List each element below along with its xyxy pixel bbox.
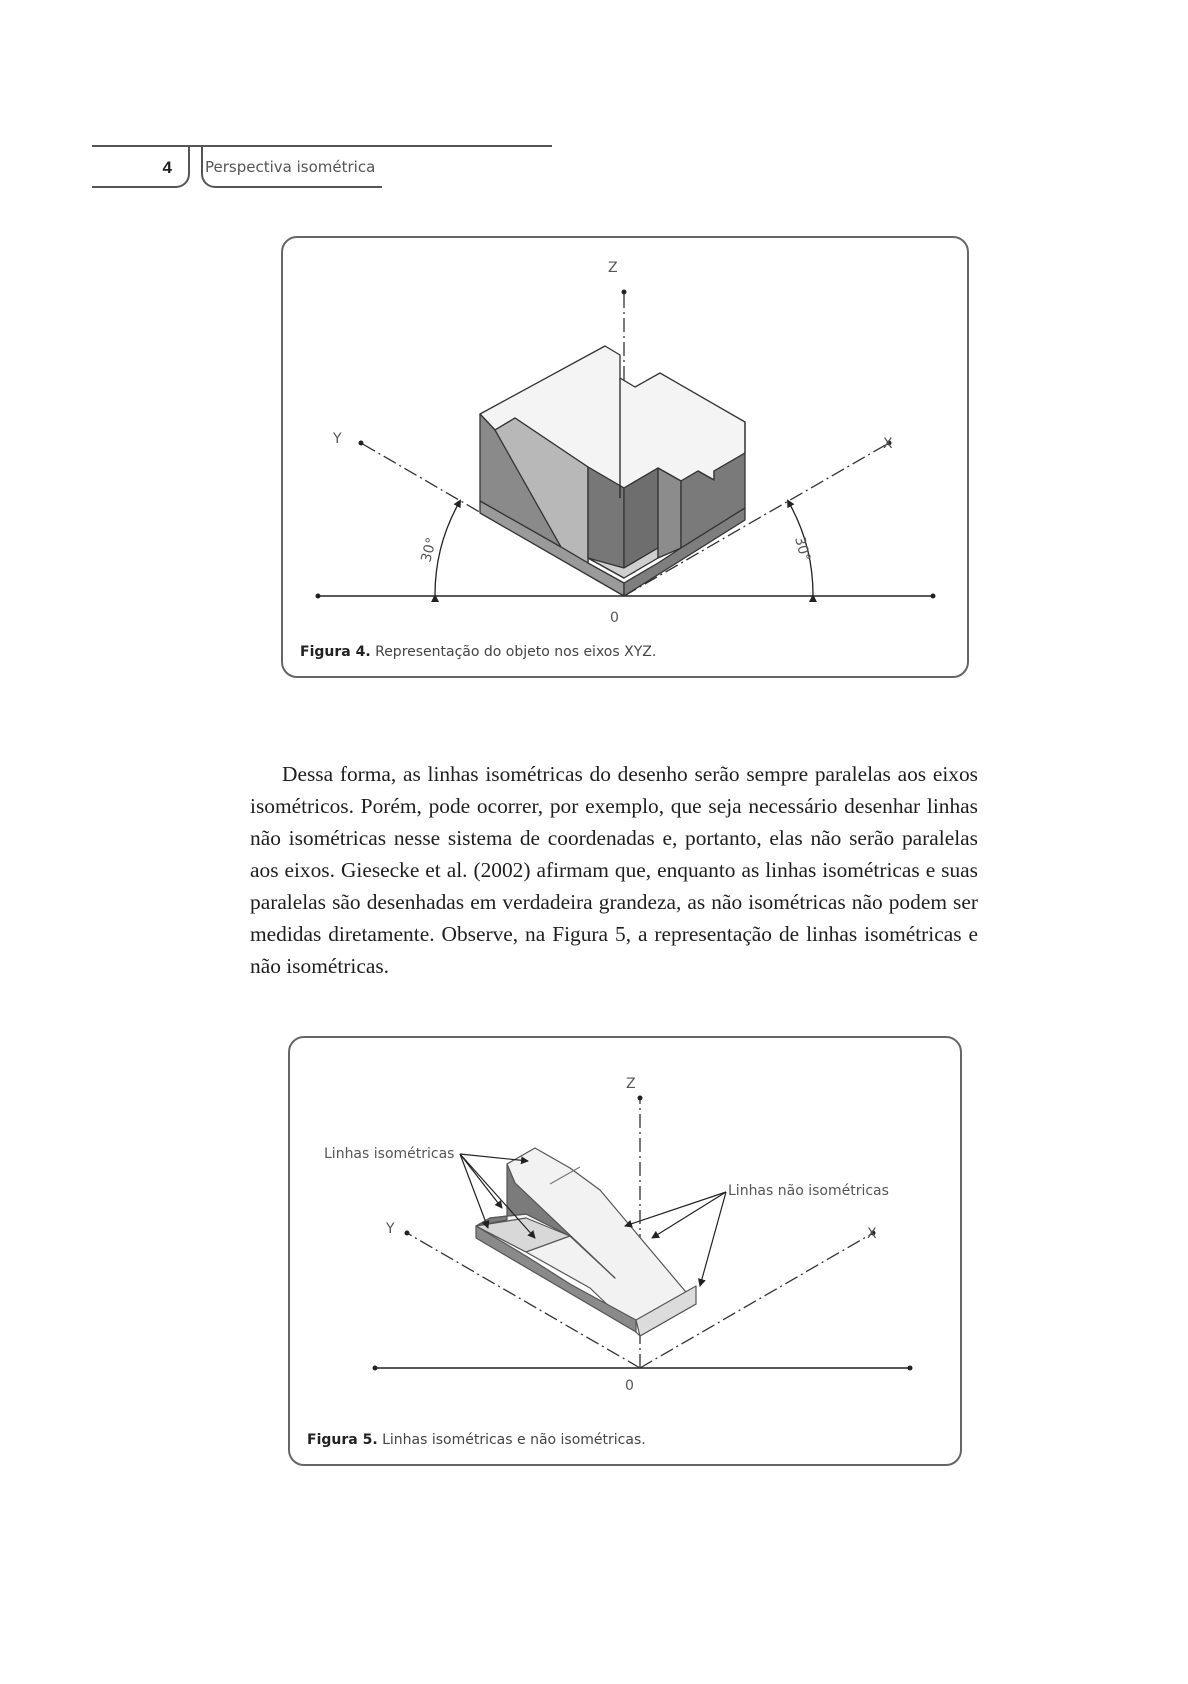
isometric-object [480, 346, 745, 596]
figure-4-axis-y: Y [333, 431, 342, 447]
figure-5-origin: 0 [625, 1378, 634, 1394]
figure-5-axis-x: X [867, 1226, 877, 1242]
angle-arc-left [435, 501, 460, 596]
section-title: Perspectiva isométrica [205, 158, 376, 176]
page-number: 4 [162, 158, 172, 177]
figure-4-origin: 0 [610, 610, 619, 626]
page-number-box [92, 146, 190, 188]
figure-5-axis-z: Z [626, 1076, 636, 1092]
figure-4-angle-right: 30° [791, 534, 814, 564]
figure-4-axis-z: Z [608, 260, 618, 276]
figure-5-caption [307, 1432, 646, 1448]
figure-4-angle-left: 30° [418, 535, 441, 565]
section-title-box [201, 146, 382, 188]
figure-5-caption-text: Linhas isométricas e não isométricas. [382, 1432, 646, 1448]
figure-5-axis-y: Y [386, 1221, 395, 1237]
figure-5-label-isometric: Linhas isométricas [324, 1146, 455, 1162]
body-paragraph: Dessa forma, as linhas isométricas do desenho serão sempre paralelas aos eixos isométricos. Porém, pode ocorrer, por exemplo, que seja necessário desenhar linhas não isométricas nesse sistema de coordenadas e, portanto, elas não serão paralelas aos eixos. Giesecke et al. (2002) afirmam que, enquanto as linhas isométricas e suas paralelas são desenhadas em verdadeira grandeza, as não isométricas não podem ser medidas diretamente. Observe, na Figura 5, a representação de linhas isométricas e não isométricas. [250, 762, 978, 978]
figure-5-label-non-isometric: Linhas não isométricas [728, 1183, 889, 1199]
figure-4-caption-label: Figura 4. [300, 644, 371, 660]
figure-5-caption-label: Figura 5. [307, 1432, 378, 1448]
figure-5-drawing [290, 1038, 964, 1468]
figure-4 [281, 236, 969, 678]
figure-4-axis-x: X [883, 436, 893, 452]
isometric-object [476, 1148, 696, 1336]
figure-4-caption [300, 644, 656, 660]
figure-4-caption-text: Representação do objeto nos eixos XYZ. [375, 644, 657, 660]
figure-4-drawing [283, 238, 971, 680]
figure-5 [288, 1036, 962, 1466]
